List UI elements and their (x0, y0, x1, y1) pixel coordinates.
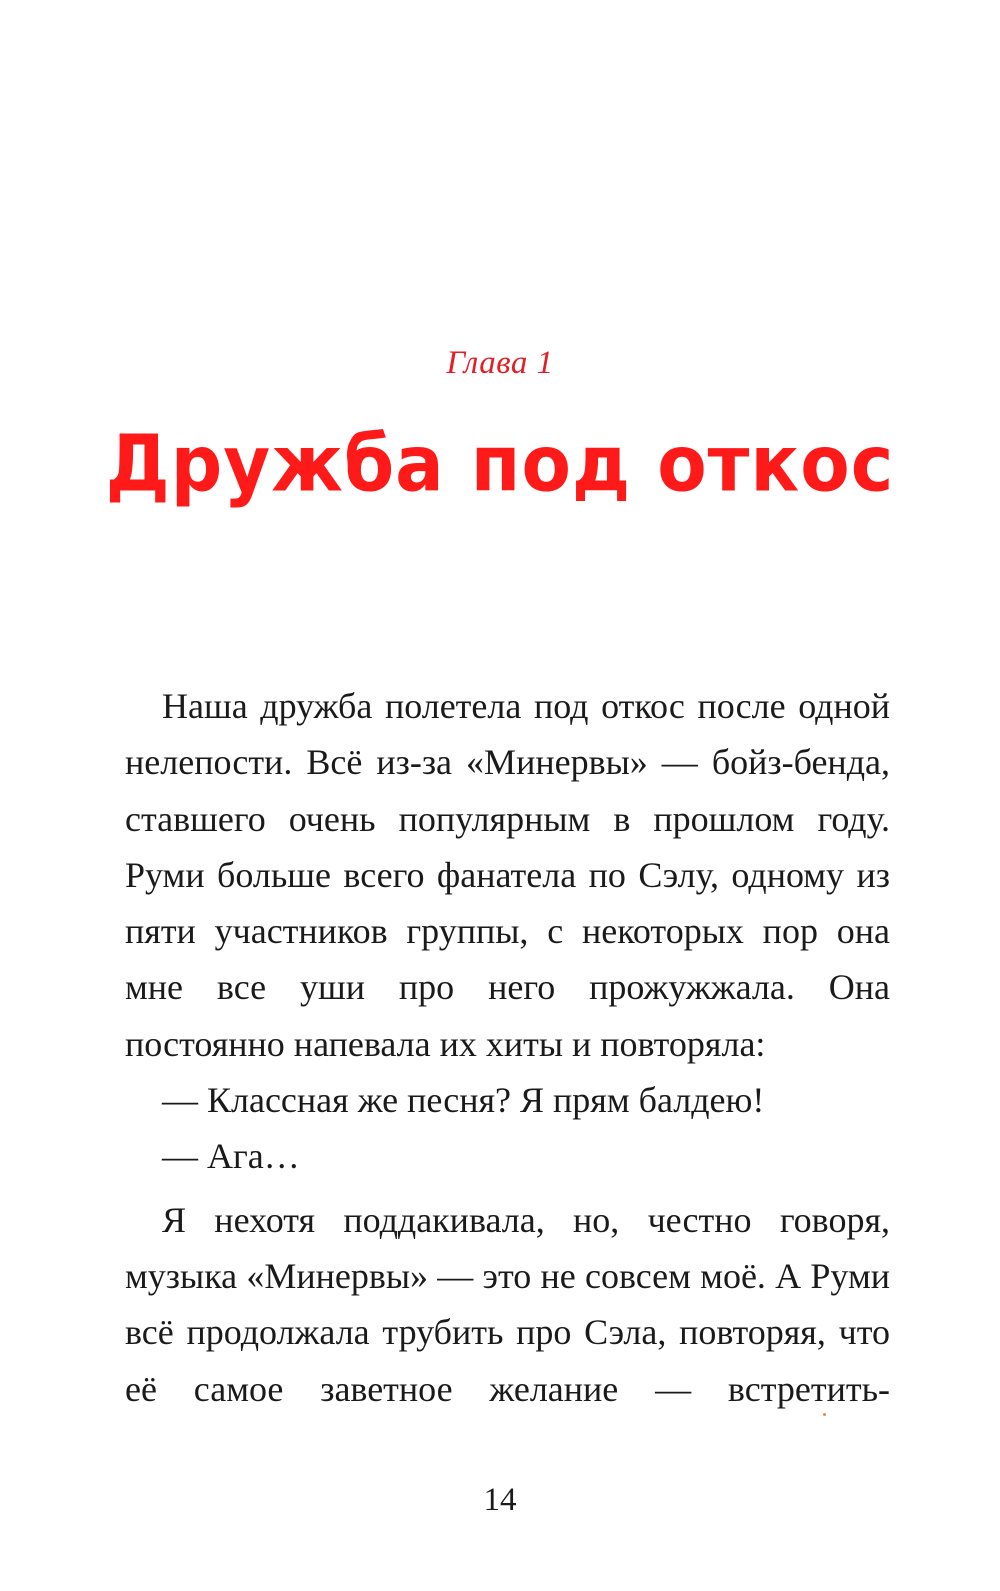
body-text (125, 678, 890, 1417)
page-number: 14 (483, 1482, 517, 1518)
paragraph: Я нехотя поддакивала, но, честно говоря, музыка «Минервы» — это не совсем моё. А Руми всё продолжала трубить про Сэла, повторяя, что её самое заветное желание — встретить- (125, 1199, 890, 1409)
paragraph: Наша дружба полетела под откос после одной нелепости. Всё из-за «Минервы» — бойз-бенда, ставшего очень популярным в прошлом году. Руми больше всего фанатела по Сэлу, одному из пяти участников группы, с некоторых пор она мне все уши про него прожужжала. Она постоянно напевала их хиты и повторяла: (125, 686, 890, 1064)
dialogue-line: — Ага… (162, 1136, 300, 1177)
print-speck (823, 1413, 826, 1416)
chapter-label: Глава 1 (446, 345, 554, 381)
dialogue-line: — Классная же песня? Я прям балдею! (162, 1080, 765, 1121)
chapter-title: Дружба под откос (105, 418, 895, 509)
